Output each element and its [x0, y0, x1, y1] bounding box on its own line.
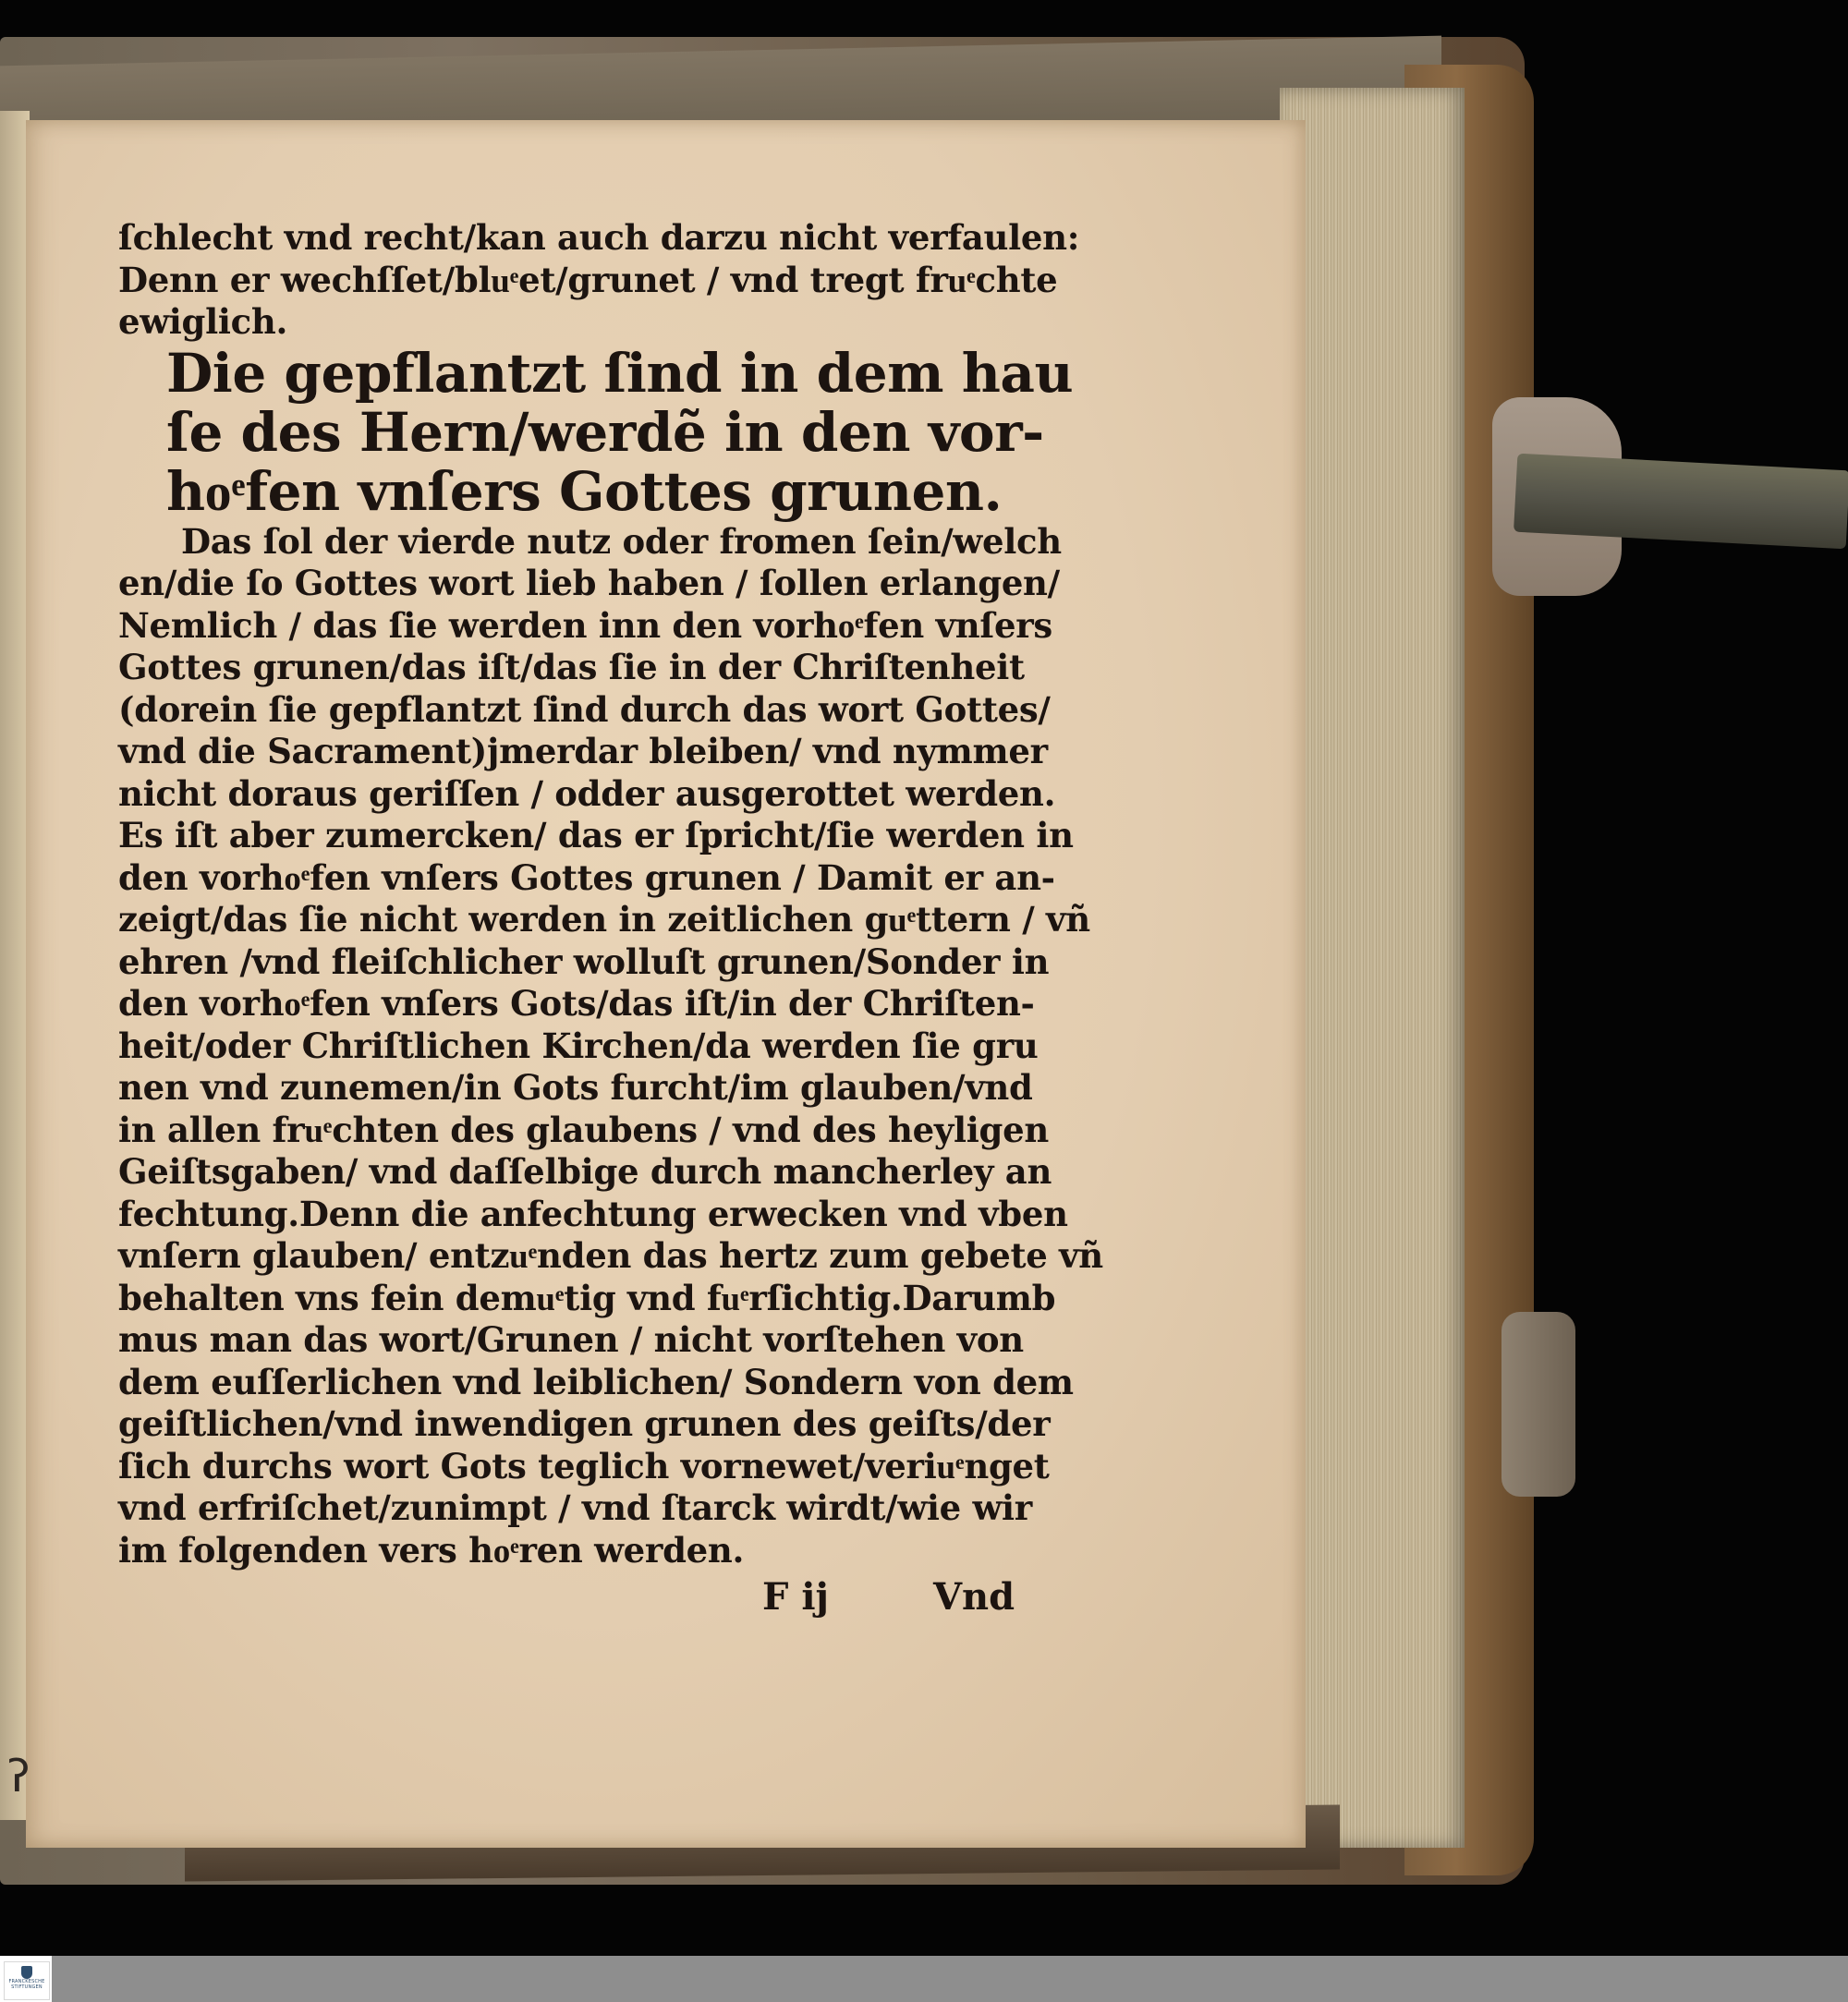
page-fore-edge	[1280, 88, 1465, 1848]
text-line: ewiglich.	[118, 301, 288, 342]
body-line: den vorhoͤfen vnſers Gottes grunen / Damit er an-	[118, 856, 1055, 898]
body-line: den vorhoͤfen vnſers Gots/das iſt/in der Chriſten-	[118, 983, 1035, 1024]
logo-emblem-icon	[21, 1966, 32, 1979]
institution-logo[interactable]	[4, 1961, 50, 2000]
body-line: geiſtlichen/vnd inwendigen grunen des geiſts/der	[118, 1403, 1051, 1444]
logo-text-line: FRANCKESCHE	[8, 1979, 45, 1984]
body-line: Nemlich / das ſie werden inn den vorhoͤfen vnſers	[118, 604, 1052, 646]
body-line: behalten vns fein demuͤtig vnd fuͤrſichtig.Darumb	[118, 1277, 1056, 1318]
body-line: Es iſt aber zumercken/ das er ſpricht/ſie werden in	[118, 815, 1074, 855]
body-line: ehren /vnd fleiſchlicher wolluſt grunen/Sonder in	[118, 940, 1050, 982]
body-line: vnſern glauben/ entzuͤnden das hertz zum gebete vñ	[118, 1235, 1103, 1276]
body-line: (dorein ſie gepflantzt ſind durch das wort Gottes/	[118, 688, 1051, 730]
body-line: heit/oder Chriſtlichen Kirchen/da werden ſie gru	[118, 1025, 1039, 1066]
verse-heading-line: Die gepflantzt ſind in dem hau	[166, 341, 1074, 405]
logo-text-line: STIFTUNGEN	[11, 1984, 43, 1990]
clasp-lower-catch	[1502, 1312, 1575, 1497]
body-line: in allen fruͤchten des glaubens / vnd des heyligen	[118, 1109, 1049, 1150]
verse-heading-line: ſe des Hern/werdẽ in den vor-	[166, 400, 1044, 464]
footer-gray-strip	[52, 1956, 1848, 2002]
body-line: vnd die Sacrament)jmerdar bleiben/ vnd nymmer	[118, 731, 1048, 771]
page-text-block	[118, 217, 1103, 1571]
body-line: nicht doraus geriſſen / odder ausgerottet werden.	[118, 772, 1056, 814]
body-line: dem euſſerlichen vnd leiblichen/ Sondern von dem	[118, 1361, 1074, 1402]
verse-heading-line: hoͤfen vnſers Gottes grunen.	[166, 459, 1003, 523]
text-line: ſchlecht vnd recht/kan auch darzu nicht verfaulen:	[118, 217, 1080, 258]
body-line: Das ſol der vierde nutz oder fromen ſein/welch	[181, 520, 1062, 562]
body-line: nen vnd zunemen/in Gots furcht/im glauben/vnd	[118, 1067, 1033, 1108]
body-line: mus man das wort/Grunen / nicht vorſtehen von	[118, 1319, 1024, 1360]
viewer-footer-bar	[0, 1956, 1848, 2002]
body-line: Gottes grunen/das iſt/das ſie in der Chriſtenheit	[118, 647, 1025, 687]
body-line: vnd erfriſchet/zunimpt / vnd ſtarck wirdt/wie wir	[118, 1487, 1032, 1528]
signature-mark: F ij	[762, 1575, 829, 1619]
body-line: zeigt/das ſie nicht werden in zeitlichen guͤttern / vñ	[118, 899, 1090, 940]
margin-mark: ʔ	[7, 1751, 30, 1802]
catchword: Vnd	[933, 1575, 1015, 1619]
body-line: fechtung.Denn die anfechtung erwecken vnd vben	[118, 1193, 1068, 1234]
body-line: ſich durchs wort Gots teglich vornewet/veriuͤnget	[118, 1445, 1050, 1486]
body-line: Geiſtsgaben/ vnd daſſelbige durch mancherley an	[118, 1151, 1052, 1192]
body-line: en/die ſo Gottes wort lieb haben / ſollen erlangen/	[118, 563, 1060, 603]
text-line: Denn er wechſſet/bluͤet/grunet / vnd tregt fruͤchte	[118, 259, 1058, 300]
body-line: im folgenden vers hoͤren werden.	[118, 1529, 745, 1571]
